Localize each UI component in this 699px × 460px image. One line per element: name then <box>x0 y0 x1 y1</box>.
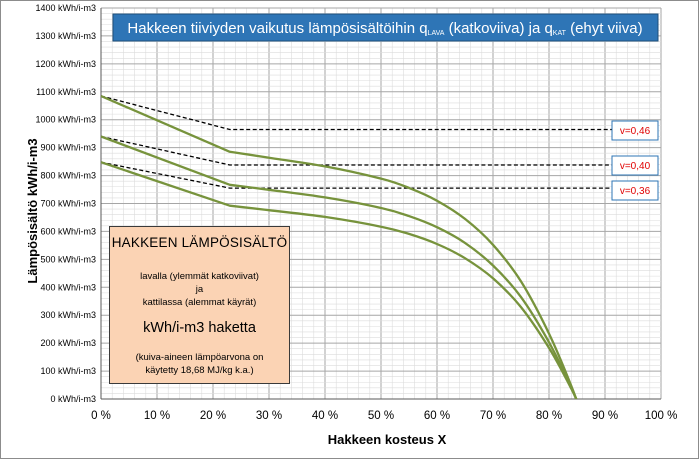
y-tick-label: 600 kWh/i-m3 <box>40 226 96 237</box>
x-tick-label: 20 % <box>199 410 227 422</box>
y-tick-label: 1200 kWh/i-m3 <box>35 58 96 69</box>
chart-title <box>127 20 642 37</box>
y-tick-label: 1400 kWh/i-m3 <box>35 3 96 13</box>
y-tick-label: 1100 kWh/i-m3 <box>36 86 96 97</box>
info-box-note-2: käytetty 18,68 MJ/kg k.a.) <box>145 365 254 376</box>
y-tick-labels <box>35 3 96 404</box>
info-box-line-ja: ja <box>195 284 204 295</box>
y-axis-title: Lämpösisältö kWh/i-m3 <box>25 138 40 284</box>
y-tick-label: 100 kWh/i-m3 <box>40 366 96 377</box>
info-box-title: HAKKEEN LÄMPÖSISÄLTÖ <box>111 235 288 250</box>
y-tick-label: 900 kWh/i-m3 <box>40 142 96 153</box>
y-tick-label: 0 kWh/i-m3 <box>50 394 96 404</box>
chart-title-prefix: Hakkeen tiiviyden vaikutus lämpösisältöihin q <box>127 20 428 37</box>
x-tick-label: 90 % <box>591 410 619 422</box>
info-box-note-1: (kuiva-aineen lämpöarvona on <box>135 352 264 363</box>
v-label-036 <box>612 181 658 200</box>
x-tick-label: 80 % <box>535 410 563 422</box>
info-box-line-kattilassa: kattilassa (alemmat käyrät) <box>142 297 257 308</box>
x-tick-label: 30 % <box>255 410 283 422</box>
chart-title-sub1: LAVA <box>427 30 445 37</box>
x-tick-label: 40 % <box>311 410 339 422</box>
y-tick-label: 500 kWh/i-m3 <box>40 254 96 265</box>
x-tick-label: 10 % <box>143 410 171 422</box>
info-box-line-lavalla: lavalla (ylemmät katkoviivat) <box>140 271 259 282</box>
chart-title-suffix: (ehyt viiva) <box>565 20 643 37</box>
chart-title-mid: (katkoviiva) ja q <box>444 20 553 37</box>
x-tick-label: 0 % <box>91 410 111 422</box>
x-tick-label: 70 % <box>479 410 507 422</box>
chart-svg <box>1 1 699 460</box>
v-label-046-text: v=0,46 <box>619 126 651 137</box>
x-tick-label: 50 % <box>367 410 395 422</box>
x-tick-label: 60 % <box>423 410 451 422</box>
x-tick-label: 100 % <box>644 410 678 422</box>
y-tick-label: 700 kWh/i-m3 <box>40 198 96 209</box>
y-tick-label: 1000 kWh/i-m3 <box>35 114 96 125</box>
info-box <box>109 226 290 384</box>
chart-title-sub2: KAT <box>552 30 566 37</box>
v-label-046 <box>612 121 658 140</box>
y-tick-label: 200 kWh/i-m3 <box>40 338 96 349</box>
x-axis-title: Hakkeen kosteus X <box>327 432 447 447</box>
v-label-036-text: v=0,36 <box>619 186 651 197</box>
v-label-040 <box>612 156 658 175</box>
info-box-unit-text: kWh/i-m3 haketta <box>143 320 256 336</box>
x-tick-labels <box>91 410 677 422</box>
y-tick-label: 800 kWh/i-m3 <box>40 170 96 181</box>
y-tick-label: 1300 kWh/i-m3 <box>35 30 96 41</box>
y-tick-label: 400 kWh/i-m3 <box>40 282 96 293</box>
y-tick-label: 300 kWh/i-m3 <box>40 310 96 321</box>
v-label-040-text: v=0,40 <box>619 161 651 172</box>
